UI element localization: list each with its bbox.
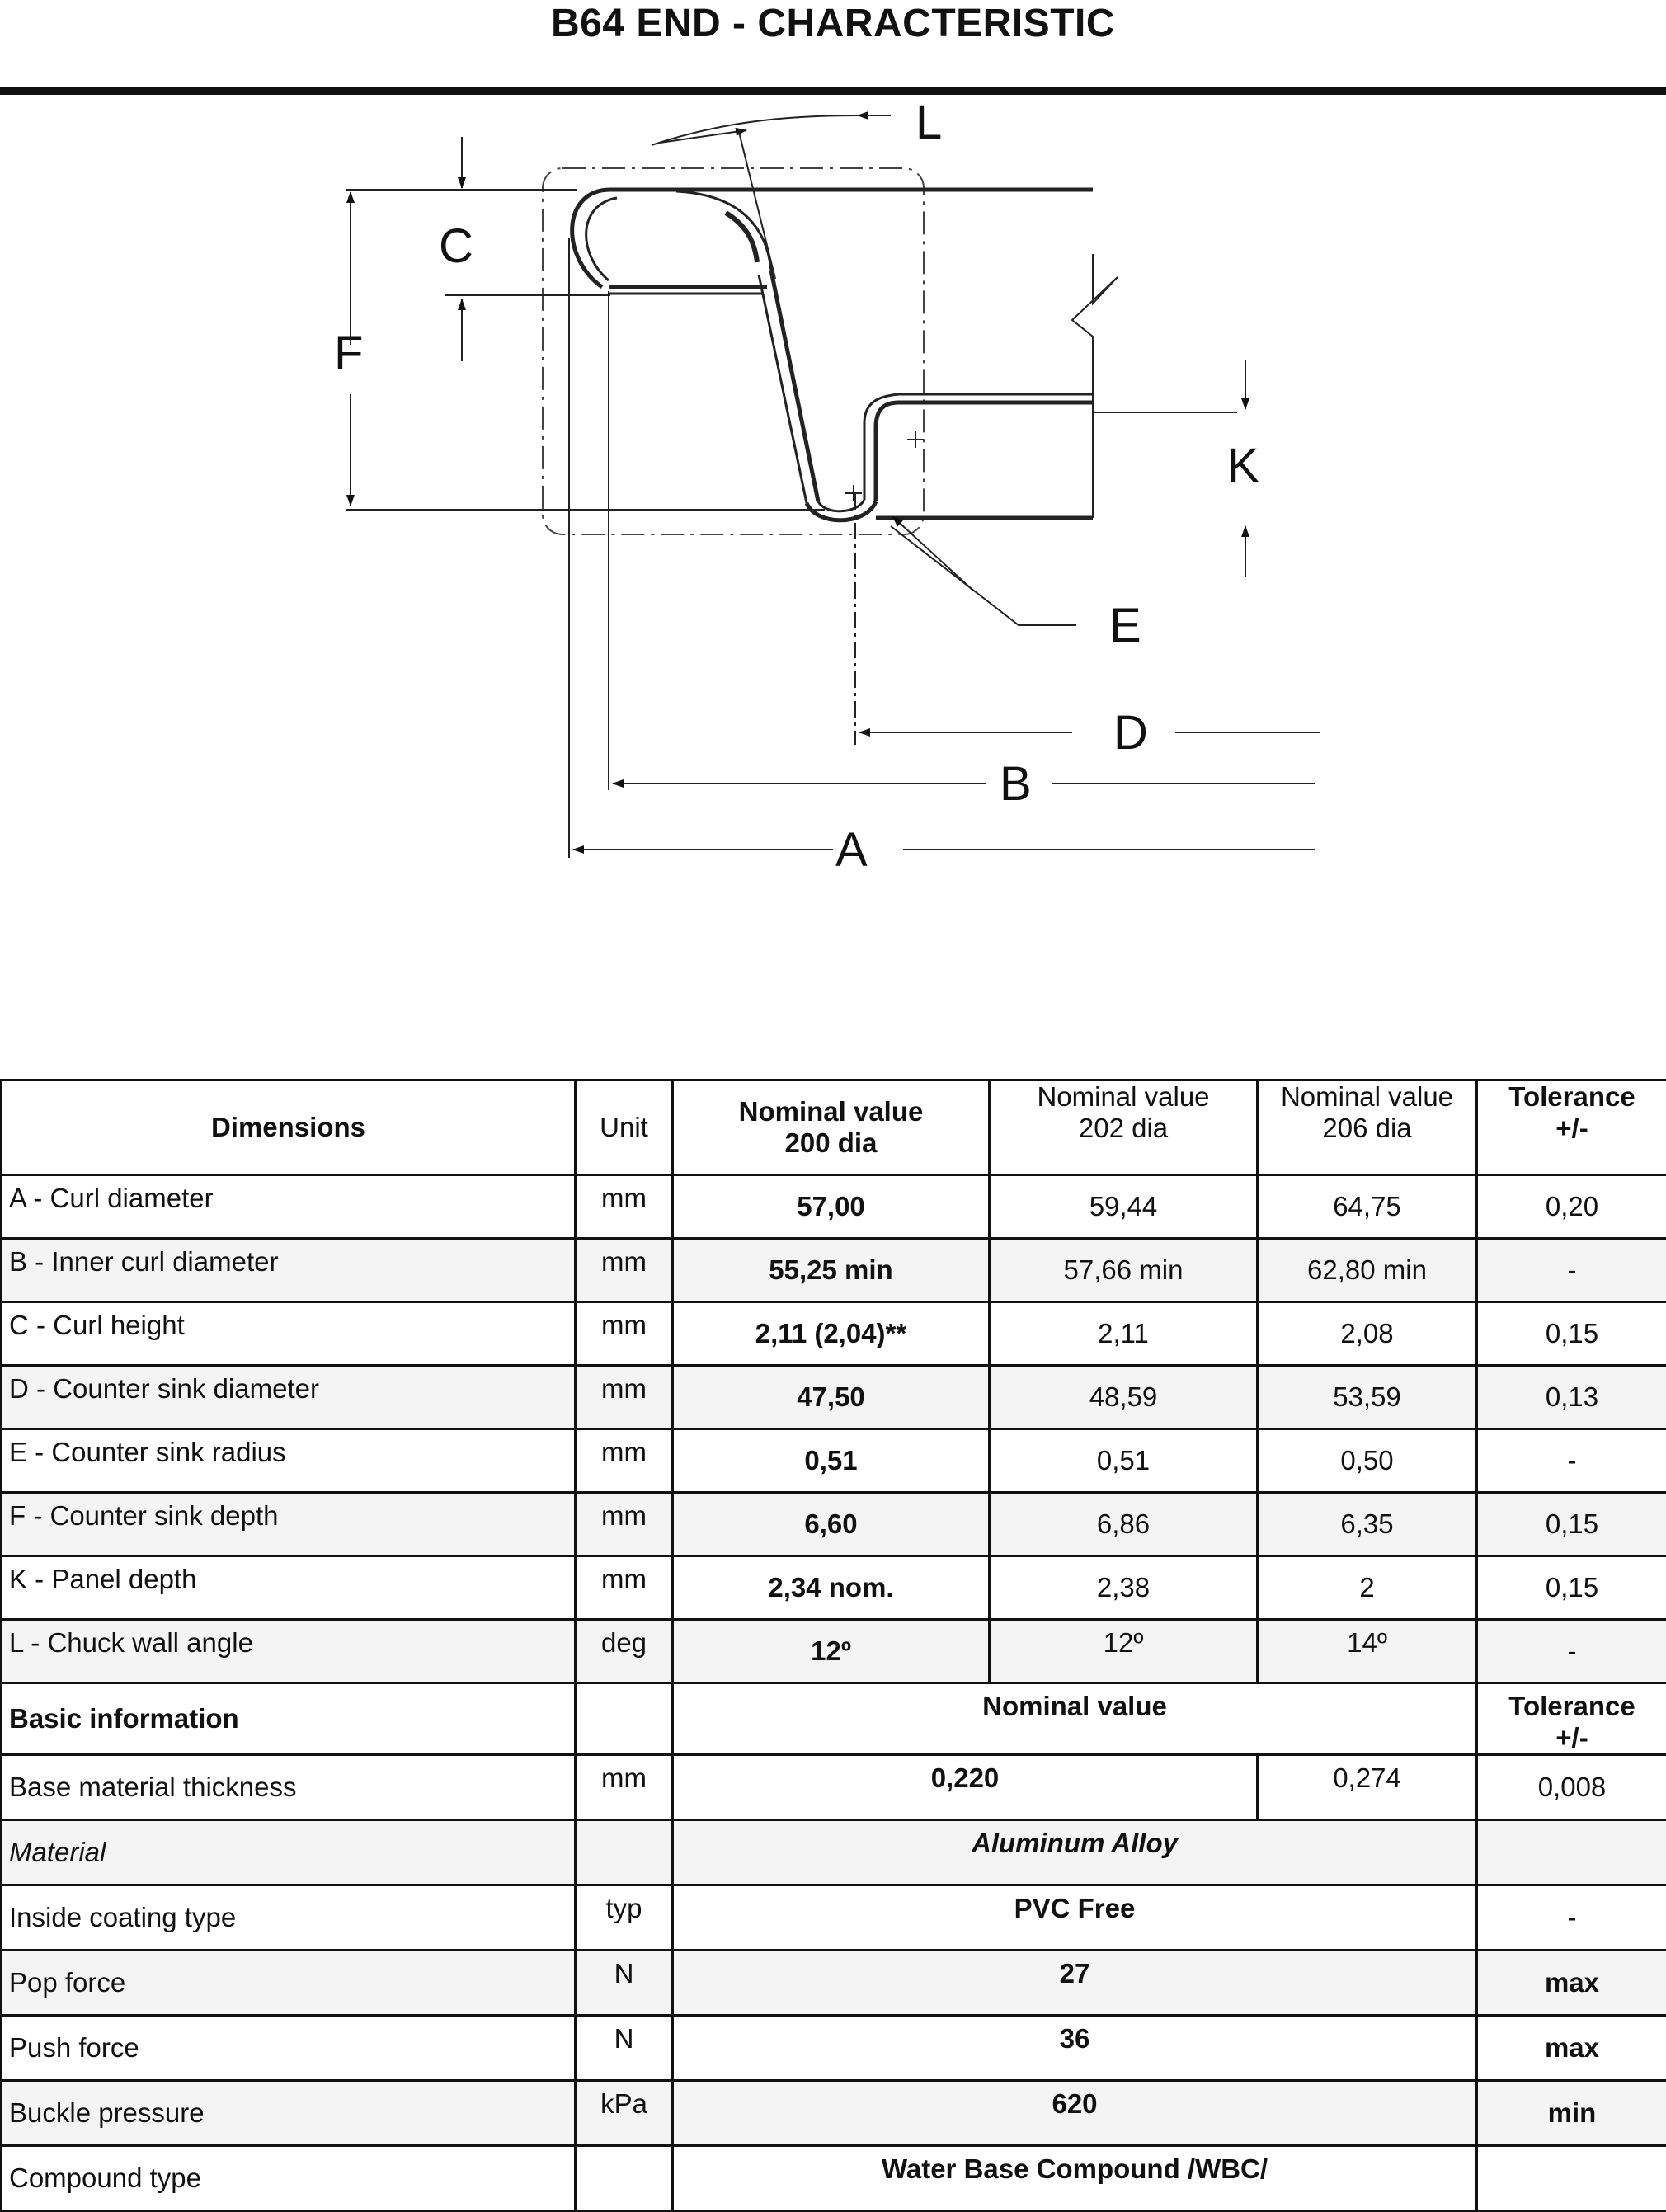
dimension-name: E - Counter sink radius bbox=[2, 1429, 576, 1493]
info-tolerance: min bbox=[1477, 2081, 1666, 2146]
value-202: 57,66 min bbox=[990, 1239, 1258, 1302]
dimension-name: K - Panel depth bbox=[2, 1556, 576, 1620]
value-200: 0,51 bbox=[673, 1429, 990, 1493]
basic-info-heading: Basic information bbox=[2, 1683, 576, 1755]
info-tolerance: - bbox=[1477, 1885, 1666, 1951]
info-value: Aluminum Alloy bbox=[673, 1820, 1477, 1885]
header-nominal-202-line2: 202 dia bbox=[997, 1113, 1250, 1144]
dimension-name: C - Curl height bbox=[2, 1302, 576, 1366]
table-header-row bbox=[2, 1080, 1666, 1175]
info-name: Base material thickness bbox=[2, 1755, 576, 1820]
header-nominal-206 bbox=[1258, 1080, 1477, 1175]
value-206: 53,59 bbox=[1258, 1366, 1477, 1429]
dimension-name: B - Inner curl diameter bbox=[2, 1239, 576, 1302]
info-name: Material bbox=[2, 1820, 576, 1885]
info-unit: N bbox=[576, 2016, 673, 2081]
header-nominal-202-line1: Nominal value bbox=[997, 1081, 1250, 1113]
info-name: Compound type bbox=[2, 2146, 576, 2211]
label-L: L bbox=[915, 97, 942, 149]
dimension-name: L - Chuck wall angle bbox=[2, 1620, 576, 1683]
label-D: D bbox=[1113, 706, 1148, 760]
info-name: Buckle pressure bbox=[2, 2081, 576, 2146]
table-row bbox=[2, 2016, 1666, 2081]
label-B: B bbox=[1000, 757, 1032, 811]
value-200: 6,60 bbox=[673, 1493, 990, 1556]
label-F: F bbox=[334, 327, 363, 380]
value-206: 6,35 bbox=[1258, 1493, 1477, 1556]
info-name: Inside coating type bbox=[2, 1885, 576, 1951]
value-202: 12º bbox=[990, 1620, 1258, 1683]
info-tolerance: 0,008 bbox=[1477, 1755, 1666, 1820]
dimension-unit: mm bbox=[576, 1366, 673, 1429]
tolerance-value: 0,13 bbox=[1477, 1366, 1666, 1429]
info-name: Pop force bbox=[2, 1951, 576, 2016]
table-row bbox=[2, 1493, 1666, 1556]
header-dimensions: Dimensions bbox=[2, 1080, 576, 1175]
table-row bbox=[2, 2146, 1666, 2211]
label-K: K bbox=[1227, 439, 1259, 492]
value-200: 2,11 (2,04)** bbox=[673, 1302, 990, 1366]
info-unit: typ bbox=[576, 1885, 673, 1951]
basic-nominal-heading: Nominal value bbox=[673, 1683, 1477, 1755]
header-nominal-200-line1: Nominal value bbox=[680, 1096, 981, 1127]
table-row bbox=[2, 1366, 1666, 1429]
table-row bbox=[2, 1820, 1666, 1885]
value-202: 2,38 bbox=[990, 1556, 1258, 1620]
value-206: 14º bbox=[1258, 1620, 1477, 1683]
info-unit: N bbox=[576, 1951, 673, 2016]
tolerance-value: 0,15 bbox=[1477, 1556, 1666, 1620]
table-row bbox=[2, 1620, 1666, 1683]
basic-tolerance-line2: +/- bbox=[1485, 1722, 1659, 1753]
value-202: 0,51 bbox=[990, 1429, 1258, 1493]
info-tolerance: max bbox=[1477, 2016, 1666, 2081]
table-row bbox=[2, 1951, 1666, 2016]
info-tolerance bbox=[1477, 2146, 1666, 2211]
header-tolerance bbox=[1477, 1080, 1666, 1175]
value-206: 62,80 min bbox=[1258, 1239, 1477, 1302]
info-name: Push force bbox=[2, 2016, 576, 2081]
info-value: PVC Free bbox=[673, 1885, 1477, 1951]
table-row bbox=[2, 1239, 1666, 1302]
table-row bbox=[2, 1885, 1666, 1951]
value-202: 48,59 bbox=[990, 1366, 1258, 1429]
tolerance-value: - bbox=[1477, 1620, 1666, 1683]
table-row bbox=[2, 1302, 1666, 1366]
info-value: 36 bbox=[673, 2016, 1477, 2081]
tolerance-value: 0,15 bbox=[1477, 1493, 1666, 1556]
value-206: 2,08 bbox=[1258, 1302, 1477, 1366]
dimension-unit: mm bbox=[576, 1493, 673, 1556]
dimension-unit: deg bbox=[576, 1620, 673, 1683]
value-200: 12º bbox=[673, 1620, 990, 1683]
specification-table bbox=[0, 1079, 1666, 2212]
thickness-value-b: 0,274 bbox=[1258, 1755, 1477, 1820]
header-nominal-202 bbox=[990, 1080, 1258, 1175]
tolerance-value: 0,15 bbox=[1477, 1302, 1666, 1366]
header-nominal-206-line1: Nominal value bbox=[1265, 1081, 1469, 1113]
title-divider bbox=[0, 87, 1666, 95]
tolerance-value: - bbox=[1477, 1239, 1666, 1302]
info-unit: mm bbox=[576, 1755, 673, 1820]
dimension-unit: mm bbox=[576, 1556, 673, 1620]
info-value: 27 bbox=[673, 1951, 1477, 2016]
thickness-value-a: 0,220 bbox=[673, 1755, 1258, 1820]
value-200: 47,50 bbox=[673, 1366, 990, 1429]
label-A: A bbox=[835, 823, 868, 877]
tolerance-value: - bbox=[1477, 1429, 1666, 1493]
table-row bbox=[2, 1175, 1666, 1239]
value-206: 0,50 bbox=[1258, 1429, 1477, 1493]
basic-tolerance-line1: Tolerance bbox=[1485, 1691, 1659, 1722]
info-value: Water Base Compound /WBC/ bbox=[673, 2146, 1477, 2211]
value-202: 6,86 bbox=[990, 1493, 1258, 1556]
reference-frame bbox=[543, 168, 924, 534]
basic-info-header-row bbox=[2, 1683, 1666, 1755]
basic-tolerance-heading bbox=[1477, 1683, 1666, 1755]
dimension-unit: mm bbox=[576, 1429, 673, 1493]
page-title: B64 END - CHARACTERISTIC bbox=[0, 0, 1666, 48]
value-202: 2,11 bbox=[990, 1302, 1258, 1366]
header-nominal-200 bbox=[673, 1080, 990, 1175]
end-profile-diagram bbox=[0, 97, 1666, 922]
header-tolerance-line2: +/- bbox=[1485, 1113, 1659, 1144]
dimension-name: F - Counter sink depth bbox=[2, 1493, 576, 1556]
header-unit: Unit bbox=[576, 1080, 673, 1175]
info-tolerance bbox=[1477, 1820, 1666, 1885]
table-row bbox=[2, 2081, 1666, 2146]
dimension-name: A - Curl diameter bbox=[2, 1175, 576, 1239]
dimension-unit: mm bbox=[576, 1239, 673, 1302]
label-C: C bbox=[439, 219, 473, 273]
value-200: 57,00 bbox=[673, 1175, 990, 1239]
value-200: 55,25 min bbox=[673, 1239, 990, 1302]
table-row bbox=[2, 1429, 1666, 1493]
value-206: 2 bbox=[1258, 1556, 1477, 1620]
dimension-unit: mm bbox=[576, 1302, 673, 1366]
label-E: E bbox=[1109, 599, 1141, 652]
value-202: 59,44 bbox=[990, 1175, 1258, 1239]
info-tolerance: max bbox=[1477, 1951, 1666, 2016]
tolerance-value: 0,20 bbox=[1477, 1175, 1666, 1239]
value-200: 2,34 nom. bbox=[673, 1556, 990, 1620]
chuck-wall bbox=[771, 271, 818, 501]
table-row bbox=[2, 1755, 1666, 1820]
info-unit: kPa bbox=[576, 2081, 673, 2146]
header-nominal-206-line2: 206 dia bbox=[1265, 1113, 1469, 1144]
value-206: 64,75 bbox=[1258, 1175, 1477, 1239]
info-unit bbox=[576, 1820, 673, 1885]
dimension-name: D - Counter sink diameter bbox=[2, 1366, 576, 1429]
table-row bbox=[2, 1556, 1666, 1620]
dimension-unit: mm bbox=[576, 1175, 673, 1239]
basic-unit-blank bbox=[576, 1683, 673, 1755]
header-tolerance-line1: Tolerance bbox=[1485, 1081, 1659, 1113]
info-unit bbox=[576, 2146, 673, 2211]
info-value: 620 bbox=[673, 2081, 1477, 2146]
header-nominal-200-line2: 200 dia bbox=[680, 1127, 981, 1159]
